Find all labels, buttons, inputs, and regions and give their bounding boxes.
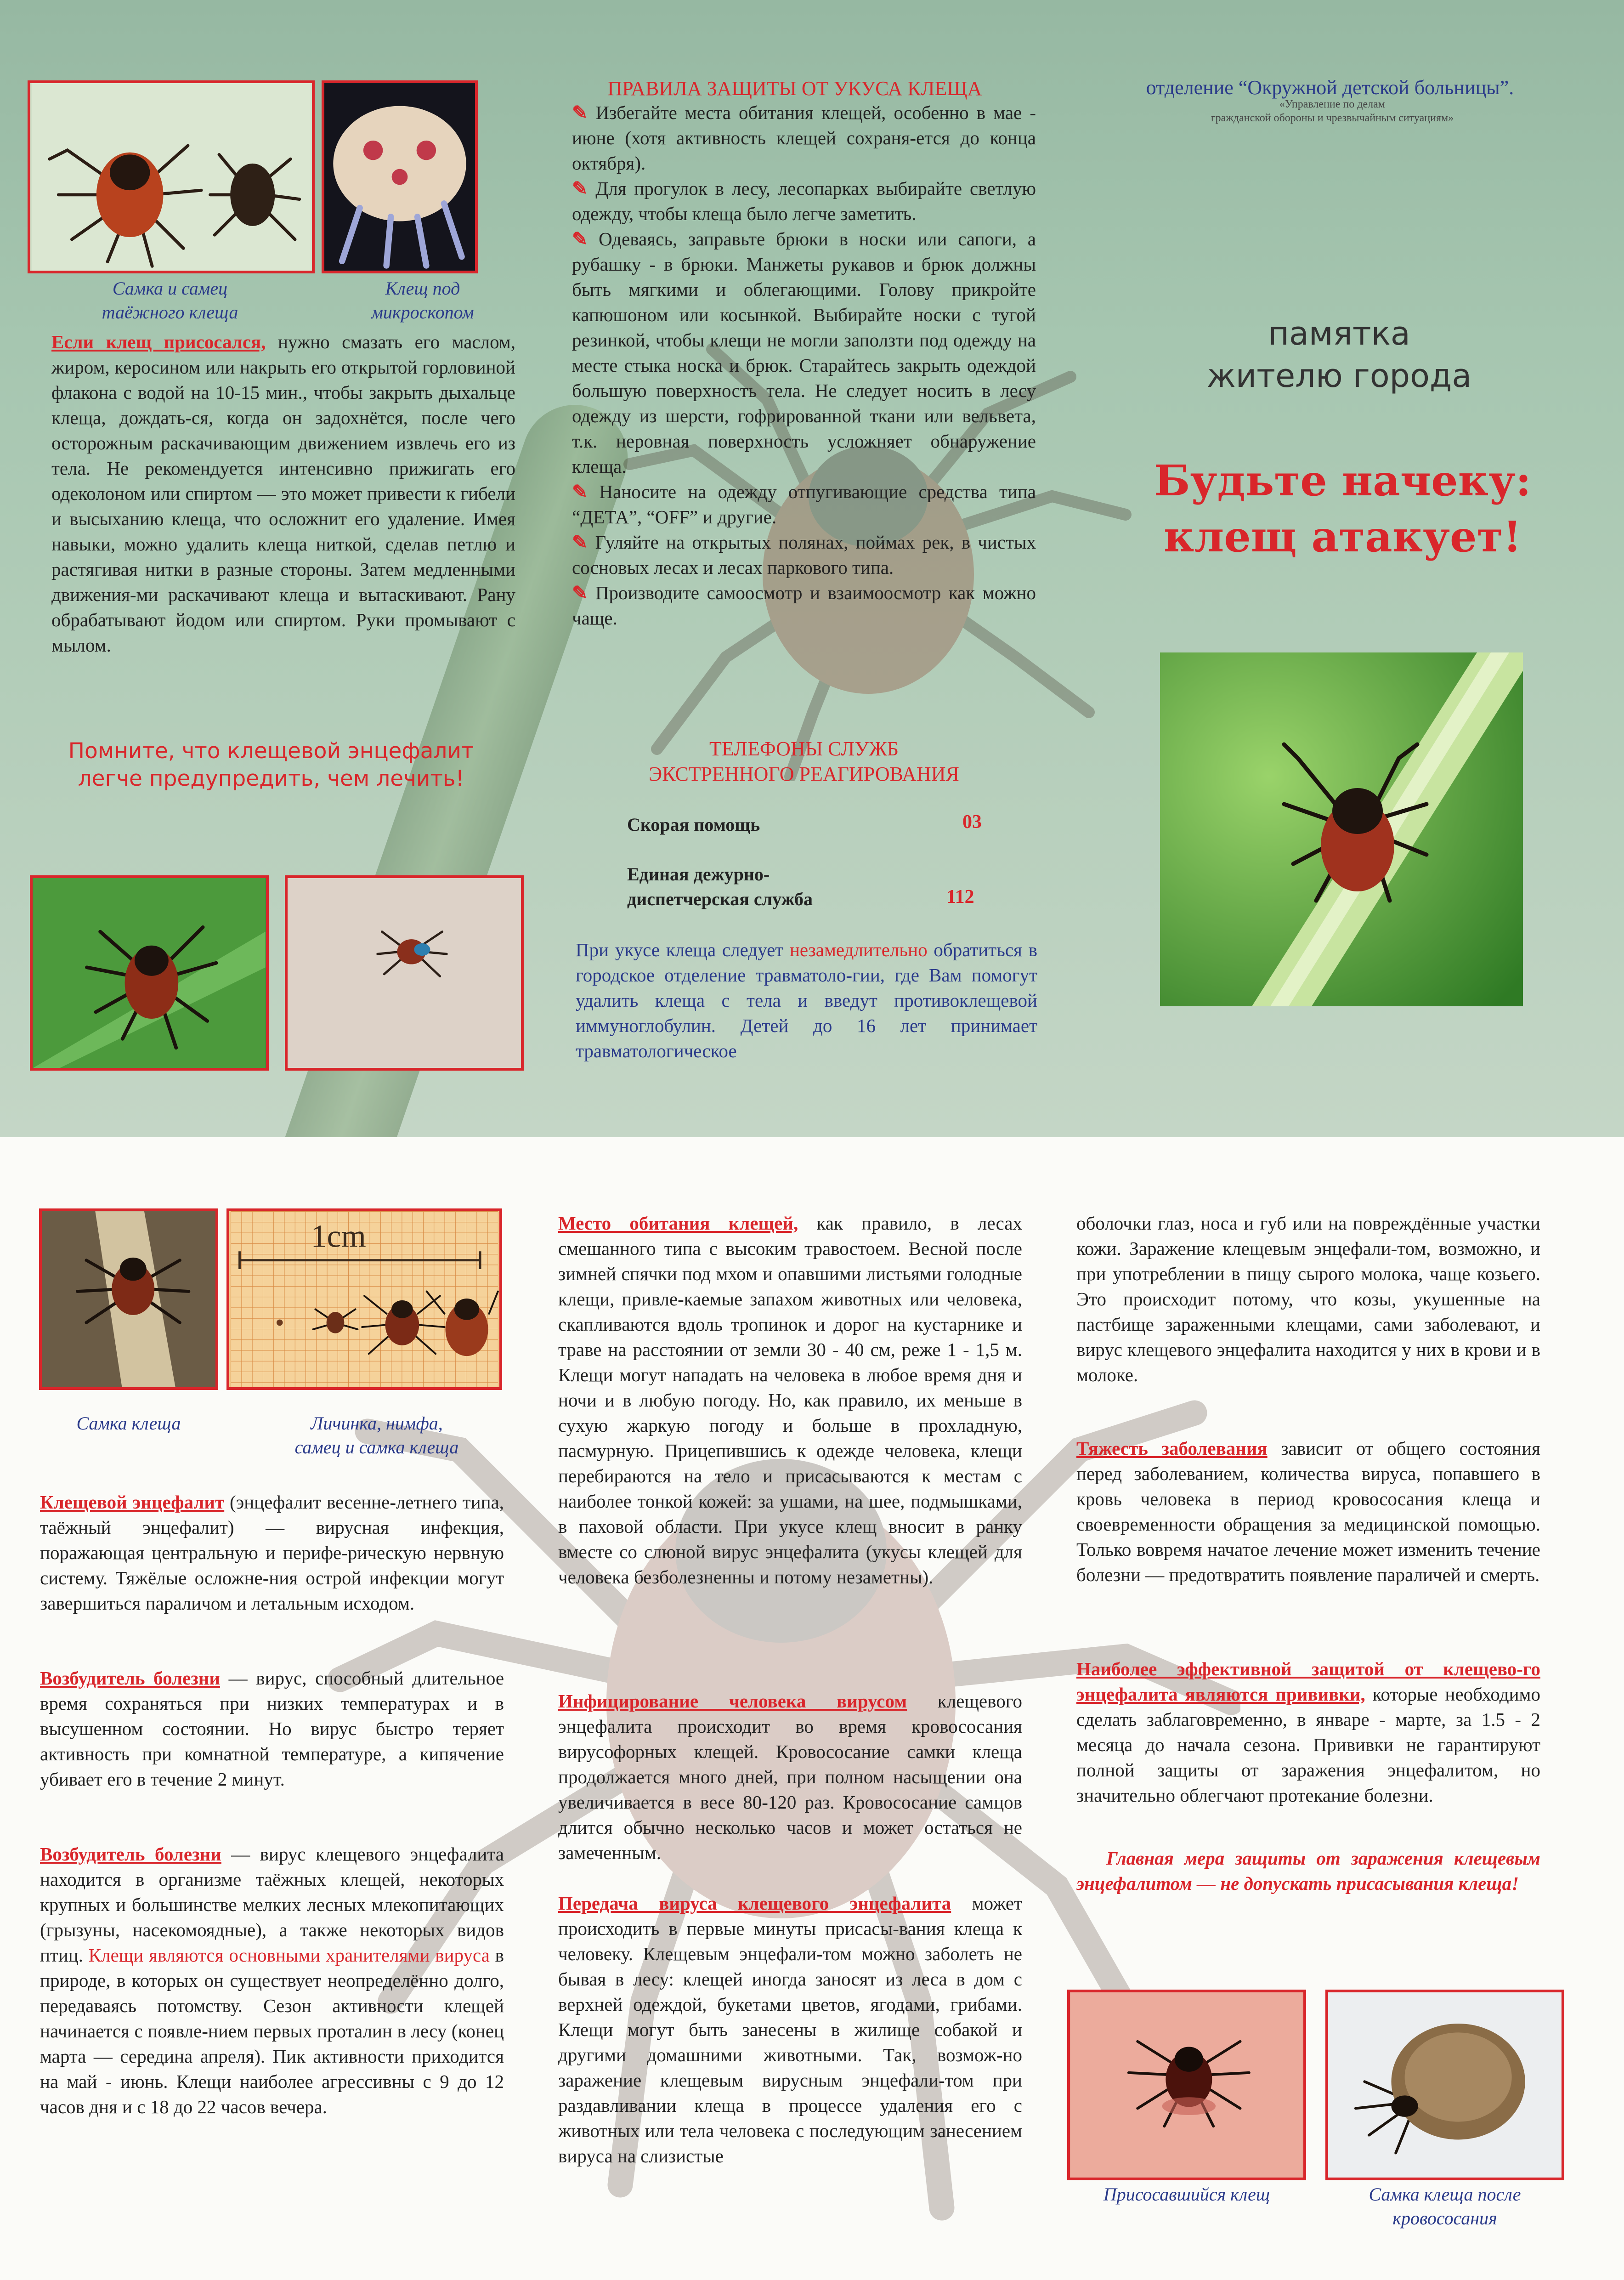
tick-on-skin-illustration (288, 878, 521, 1068)
rule-item: ✎ Одеваясь, заправьте брюки в носки или сапоги, а рубашку - в брюки. Манжеты рукавов и брюк должны быть мягкими и облегающими. Голову прикройте капюшоном или косынкой. Выбирайте носки с тугой резинкой, чтобы клещи не могли заползти под одежду на месте стыка носка и брюк. Старайтесь закрыть одеждой большую поверхность тела. Не следует носить в лесу одежду из шерсти, гофрированной ткани или вельвета, т.к. неровная поверхность усложняет обнаружение клеща. (572, 228, 1036, 477)
photo-caption-attached-tick: Присосавшийся клещ (1103, 2184, 1270, 2205)
vaccination-text: Наиболее эффективной защитой от клещево-го энцефалита являются прививки, которые необходимо сделать заблаговременно, в январе - марте, за 1.5 - 2 месяца до начала сезона. Прививки не гарантируют полной защиты от заражения энцефалитом, но значительно облегчают протекание болезни. (1076, 1658, 1540, 1806)
top-panel (0, 0, 1624, 1137)
if-tick-attached-title: Если клещ присосался, (51, 331, 266, 352)
pathogen-text-1: Возбудитель болезни — вирус, способный длительное время сохраняться при низких температурах и в высушенном состоянии. Но вирус быстро теряет активность при комнатной температуре, а кипячение убивает его в течение 2 минут. (40, 1667, 504, 1790)
protection-rules-title: ПРАВИЛА ЗАЩИТЫ ОТ УКУСА КЛЕЩА (607, 77, 982, 100)
engorged-tick-illustration (1328, 1992, 1562, 2178)
photo-caption-female-male: Самка и самец таёжного клеща (102, 278, 238, 323)
phone-label-dispatch: Единая дежурно- диспетчерская служба (627, 864, 813, 909)
rule-item: ✎ Наносите на одежду отпугивающие средства типа “ДЕТА”, “OFF” и другие. (572, 481, 1036, 527)
rule-item: ✎ Производите самоосмотр и взаимоосмотр как можно чаще. (572, 582, 1036, 629)
rule-item: ✎ Избегайте места обитания клещей, особенно в мае - июне (хотя активность клещей сохраня-ется до конца октября). (572, 102, 1036, 174)
if-tick-attached-body: нужно смазать его маслом, жиром, керосином или накрыть его открытой горловиной флакона с водой на 10-15 мин., чтобы закрыть дыхальце клеща, дождать-ся, когда он задохнётся, после чего осторожным раскачивающим движением извлечь его из тела. Не рекомендуется интенсивно прижигать его одеколоном или спиртом — это может привести к гибели и высыханию клеща, что осложнит его удаление. Имея навыки, можно удалить клеща ниткой, сделав петлю и растягивая нитки в разные стороны. Затем медленными движения-ми раскачивают клеща и вытаскивают. Рану обрабатывают йодом или спиртом. Руки промывают с мылом. (51, 331, 516, 656)
bottom-panel (0, 1137, 1624, 2280)
transmission-text: Передача вируса клещевого энцефалита может происходить в первые минуты присасы-вания клеща к человеку. Клещевым энцефали-том можно заболеть не бывая в лесу: клещей иногда заносят из леса в дом с верхней одеждой, букетами цветов, ягодами, грибами. Клещи могут быть занесены в жилище собакой и другими домашними животными. Так, возмож-но заражение клещевым вирусным энцефали-том при раздавливании клеща в процессе удаления его с животных или тела человека с последующим занесением вируса на слизистые (558, 1893, 1022, 2167)
habitat-text: Место обитания клещей, как правило, в лесах смешанного типа с высоким травостоем. Весной после зимней спячки под мхом и опавшими листьями голодные клещи, привле-каемые запахом животных или человека, скапливаются вдоль тропинок и дорог на кустарнике и траве на расстоянии от земли 30 - 40 см, реже 1 - 1,5 м. Клещи могут нападать на человека в любое время дня и ночи и в любую погоду. Но, как правило, их меньше в сухую жаркую погоду и больше в прохладную, пасмурную. Прицепившись к одежде человека, клещи перебираются на тело и присасываются к местам с наиболее тонкой кожей: за ушами, на шее, подмышками, в паховой области. При укусе клещ вносит в ранку вместе со слюной вирус энцефалита (укусы клещей для человека безболезненны и потому незаметны). (558, 1213, 1022, 1588)
headline-beware: Будьте начеку: клещ атакует! (1154, 456, 1531, 561)
phone-label-ambulance: Скорая помощь (627, 814, 760, 835)
remember-prevention-text: Помните, что клещевой энцефалит легче предупредить, чем лечить! (68, 738, 474, 791)
emergency-phones-title: ТЕЛЕФОНЫ СЛУЖБ ЭКСТРЕННОГО РЕАГИРОВАНИЯ (649, 737, 959, 785)
photo-female-tick-on-stick (39, 1208, 218, 1390)
photo-caption-life-stages: Личинка, нимфа, самец и самка клеща (294, 1413, 459, 1458)
infection-text: Инфицирование человека вирусом клещевого энцефалита происходит во время кровососания вирусофорных клещей. Кровососание самки клеща продолжается много дней, при полном насыщении она увеличивается в весе 80-120 раз. Кровососание самцов длится обычно несколько часов и может остаться не замеченным. (558, 1690, 1022, 1863)
microscope-tick-illustration (324, 83, 475, 271)
phone-number-dispatch: 112 (946, 886, 974, 907)
bullet-icon: ✎ (572, 582, 588, 603)
severity-text: Тяжесть заболевания зависит от общего состояния перед заболеванием, количества вируса, попавшего в кровь человека в период кровососания клеща и своевременности обращения за медицинской помощью. Только вовремя начатое лечение может изменить течение болезни — предотвратить появление параличей и смерть. (1076, 1438, 1540, 1585)
encephalitis-definition-text: Клещевой энцефалит (энцефалит весенне-летнего типа, таёжный энцефалит) — вирусная инфекция, поражающая центральную и перифе-рическую нервную систему. Тяжёлые осложне-ния острой инфекции могут завершиться параличом и летальным исходом. (40, 1492, 504, 1614)
tick-on-leaf-illustration (33, 878, 266, 1068)
memo-title: памятка жителю города (1206, 315, 1472, 395)
photo-engorged-female-tick (1325, 1990, 1564, 2180)
photo-caption-female-tick: Самка клеща (76, 1413, 181, 1434)
life-stages-grid-illustration (229, 1211, 499, 1387)
photo-attached-tick (1067, 1990, 1306, 2180)
continuation-text: оболочки глаз, носа и губ или на повреждённые участки кожи. Заражение клещевым энцефали-том, возможно, и при употреблении в пищу сырого молока, чаще козьего. Это происходит потому, что козы, укушенные на пастбище зараженными клещами, сами заболевают, и вирус клещевого энцефалита находится у них в крови и в молоке. (1076, 1213, 1540, 1385)
photo-tick-life-stages (226, 1208, 502, 1390)
tick-pair-illustration (30, 83, 312, 271)
protection-rules-list (572, 100, 1036, 631)
bullet-icon: ✎ (572, 102, 588, 123)
tick-on-grass-illustration (1160, 652, 1523, 1006)
photo-tick-on-grass (1160, 652, 1523, 1006)
bullet-icon: ✎ (572, 178, 588, 199)
bullet-icon: ✎ (572, 481, 588, 502)
photo-caption-microscope: Клещ под микроскопом (371, 278, 474, 323)
bullet-icon: ✎ (572, 532, 588, 553)
rule-item: ✎ Гуляйте на открытых полянах, поймах рек, в чистых сосновых лесах и лесах паркового типа. (572, 532, 1036, 578)
bullet-icon: ✎ (572, 228, 588, 250)
if-tick-attached-text (51, 329, 515, 658)
main-protection-measure: Главная мера защиты от заражения клещевым энцефалитом — не допускать присасывания клеща! (1076, 1848, 1540, 1894)
photo-tick-microscope (322, 80, 478, 273)
rule-item: ✎ Для прогулок в лесу, лесопарках выбирайте светлую одежду, чтобы клеща было легче заметить. (572, 178, 1036, 224)
department-text: отделение “Окружной детской больницы”. (1146, 76, 1514, 99)
photo-female-male-tick (28, 80, 315, 273)
bite-instructions-text: При укусе клеща следует незамедлительно обратиться в городское отделение травматоло-гии, где Вам помогут удалить клеща с тела и введут противоклещевой иммуноглобулин. Детей до 16 лет принимает травматологическое (576, 939, 1037, 1061)
photo-tick-on-skin (285, 875, 524, 1071)
tick-on-stick-illustration (42, 1211, 215, 1387)
scale-label: 1cm (311, 1219, 366, 1254)
photo-tick-on-leaf (30, 875, 269, 1071)
photo-caption-engorged-tick: Самка клеща после кровососания (1369, 2184, 1521, 2229)
phone-number-ambulance: 03 (962, 811, 982, 833)
civil-defense-text: «Управление по делам гражданской обороны и чрезвычайным ситуациям» (1211, 98, 1454, 124)
attached-tick-illustration (1070, 1992, 1303, 2178)
pathogen-text-2: Возбудитель болезни — вирус клещевого энцефалита находится в организме таёжных клещей, некоторых крупных и большинстве мелких лесных млекопитающих (грызуны, насекомоядные), а также некоторых видов птиц. Клещи являются основными хранителями вируса в природе, в которых он существует неопределённо долго, передаваясь потомству. Сезон активности клещей начинается с появле-нием первых проталин в лесу (конец марта — середина апреля). Пик активности приходится на май - июнь. Клещи наиболее агрессивны с 9 до 12 часов дня и с 18 до 22 часов вечера. (40, 1843, 504, 2117)
